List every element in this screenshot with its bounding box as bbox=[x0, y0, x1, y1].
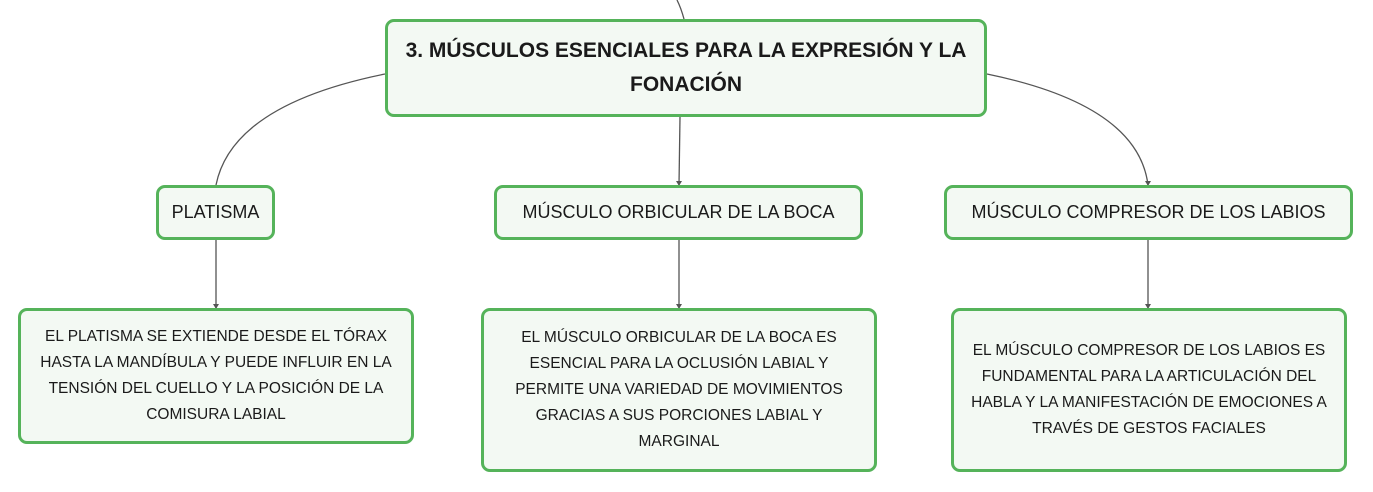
description-text-compresor: EL MÚSCULO COMPRESOR DE LOS LABIOS ES FUNDAMENTAL PARA LA ARTICULACIÓN DEL HABLA Y LA MANIFESTACIÓN DE EMOCIONES A TRAVÉS DE GESTOS FACIALES bbox=[971, 342, 1327, 437]
connector-parent-to-title bbox=[677, 0, 684, 19]
description-node-orbicular[interactable] bbox=[481, 308, 877, 472]
branch-node-platisma[interactable] bbox=[156, 185, 275, 240]
connector-title-to-orbicular bbox=[679, 117, 680, 185]
description-node-compresor[interactable] bbox=[951, 308, 1347, 472]
connector-title-to-platisma bbox=[216, 74, 385, 185]
description-node-platisma[interactable] bbox=[18, 308, 414, 444]
branch-label-platisma: PLATISMA bbox=[171, 202, 260, 222]
central-topic-node[interactable] bbox=[385, 19, 987, 117]
branch-node-compresor[interactable] bbox=[944, 185, 1353, 240]
branch-label-orbicular: MÚSCULO ORBICULAR DE LA BOCA bbox=[522, 202, 835, 222]
connector-title-to-compresor bbox=[987, 74, 1148, 185]
branch-label-compresor: MÚSCULO COMPRESOR DE LOS LABIOS bbox=[971, 202, 1326, 222]
description-text-platisma: EL PLATISMA SE EXTIENDE DESDE EL TÓRAX HASTA LA MANDÍBULA Y PUEDE INFLUIR EN LA TENSIÓN DEL CUELLO Y LA POSICIÓN DE LA COMISURA LABIAL bbox=[40, 328, 392, 423]
branch-node-orbicular[interactable] bbox=[494, 185, 863, 240]
central-topic-title: 3. MÚSCULOS ESENCIALES PARA LA EXPRESIÓN Y LA FONACIÓN bbox=[405, 39, 967, 96]
description-text-orbicular: EL MÚSCULO ORBICULAR DE LA BOCA ES ESENCIAL PARA LA OCLUSIÓN LABIAL Y PERMITE UNA VARIEDAD DE MOVIMIENTOS GRACIAS A SUS PORCIONES LABIAL Y MARGINAL bbox=[515, 329, 843, 450]
